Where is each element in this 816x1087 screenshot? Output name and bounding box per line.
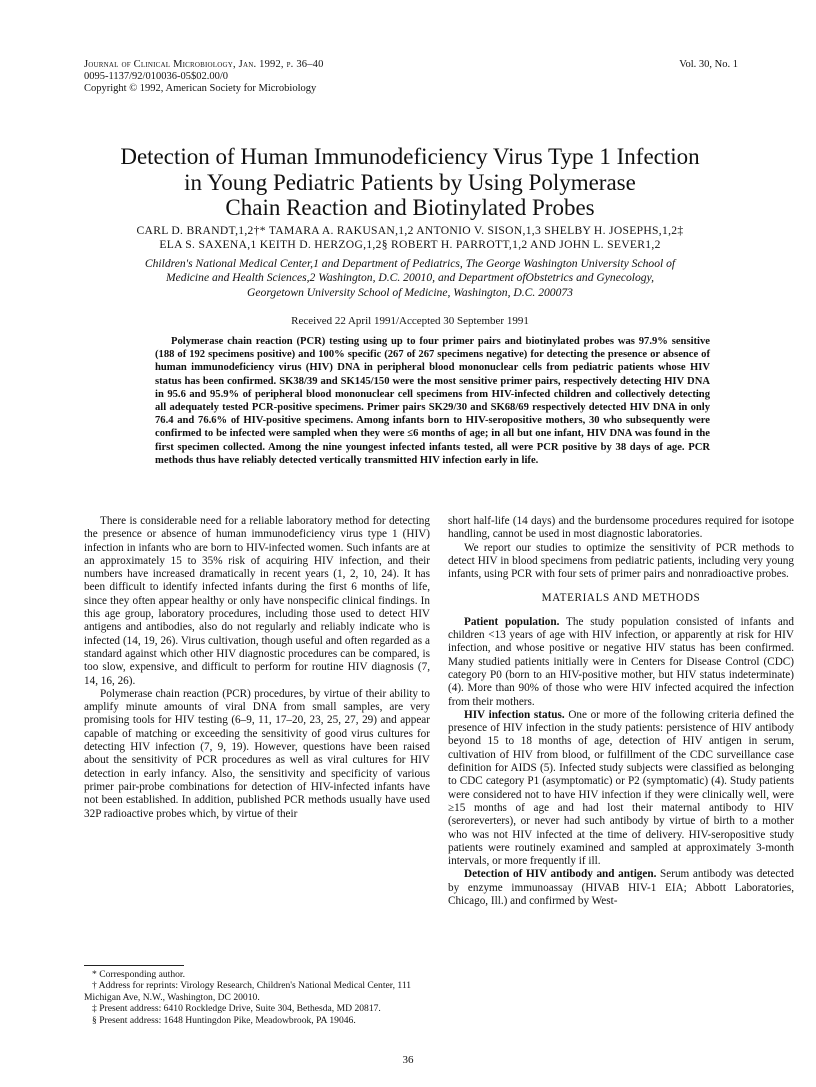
title-line: Chain Reaction and Biotinylated Probes xyxy=(225,195,595,220)
journal-citation: Journal of Clinical Microbiology, Jan. 1992, p. 36–40 xyxy=(84,59,324,70)
journal-header xyxy=(84,59,324,95)
copyright-line: Copyright © 1992, American Society for Microbiology xyxy=(84,83,317,94)
title-line: in Young Pediatric Patients by Using Polymerase xyxy=(184,169,636,195)
left-column xyxy=(84,515,430,821)
continued-paragraph: short half-life (14 days) and the burdensome procedures required for isotope handling, cannot be used in most diagnostic laboratories. xyxy=(448,515,794,541)
author-line: CARL D. BRANDT,1,2†* TAMARA A. RAKUSAN,1,2 ANTONIO V. SISON,1,3 SHELBY H. JOSEPHS,1,2‡ xyxy=(136,224,684,237)
footnote: * Corresponding author. xyxy=(92,969,185,980)
article-code: 0095-1137/92/010036-05$02.00/0 xyxy=(84,71,228,82)
page-number: 36 xyxy=(402,1054,414,1066)
affiliation-line: Georgetown University School of Medicine, Washington, D.C. 200073 xyxy=(247,285,573,299)
patient-population-paragraph xyxy=(448,616,794,709)
footnote: † Address for reprints: Virology Research, Children's National Medical Center, 111 Michigan Ave, N.W., Washington, DC 20010. xyxy=(84,980,412,1003)
author-list xyxy=(60,224,760,252)
footnote-rule xyxy=(84,965,184,966)
intro-paragraph-3: We report our studies to optimize the sensitivity of PCR methods to detect HIV in blood specimens from pediatric patients, including very young infants, using PCR with four sets of primer pairs and nonradioactive probes. xyxy=(448,541,794,581)
paragraph-text: The study population consisted of infants and children <13 years of age with HIV infection, or apparently at risk for HIV infection, and whose positive or negative HIV status has been confirmed. Many studied patients initially were in Centers for Disease Control (CDC) category P0 (born to an HIV-positive mother, but HIV status indeterminate) (4). More than 90% of those who were HIV infected acquired the infection from their mothers. xyxy=(448,615,794,708)
run-in-heading: HIV infection status. xyxy=(464,708,565,721)
volume-issue: Vol. 30, No. 1 xyxy=(679,59,738,70)
footnote: § Present address: 1648 Huntingdon Pike, Meadowbrook, PA 19046. xyxy=(92,1014,356,1026)
section-heading: MATERIALS AND METHODS xyxy=(541,592,701,605)
paragraph-text: One or more of the following criteria defined the presence of HIV infection in the study patients: persistence of HIV antibody beyond 15 to 18 months of age, detection of HIV antigen in serum, cultivation of HIV from blood, or fulfillment of the CDC surveillance case definition for AIDS (5). Infected study subjects were classified as belonging to CDC category P1 (asymptomatic) or P2 (symptomatic) (4). Study patients were considered not to have HIV infection if they were clinically well, were ≥15 months of age and had lost their maternal antibody to HIV (seroreverters), or never had such antibody by virtue of birth to a mother who was not HIV infected at the time of delivery. HIV-seropositive study patients were routinely examined and sampled at approximately 3-month intervals, or more frequently if ill. xyxy=(448,708,795,868)
article-title xyxy=(60,144,760,221)
footnotes xyxy=(84,969,430,1026)
antibody-paragraph xyxy=(448,868,794,908)
abstract xyxy=(155,335,710,467)
abstract-text: Polymerase chain reaction (PCR) testing using up to four primer pairs and biotinylated probes was 97.9% sensitive (188 of 192 specimens positive) and 100% specific (267 of 267 specimens negative) for detecting the presence or absence of human immunodeficiency virus (HIV) DNA in peripheral blood mononuclear cells from pediatric patients whose HIV status has been confirmed. SK38/39 and SK145/150 were the most sensitive primer pairs, respectively detecting HIV DNA in 95.6 and 95.9% of peripheral blood mononuclear cell specimens from HIV-infected children and collectively detecting all adequately tested PCR-positive specimens. Primer pairs SK29/30 and SK68/69 respectively detected HIV DNA in only 76.4 and 76.6% of HIV-positive specimens. Among infants born to HIV-seropositive mothers, 30 who subsequently were confirmed to be infected were sampled when they were ≤6 months of age; in all but one infant, HIV DNA was found in the first specimen collected. Among the nine youngest infected infants tested, all were PCR positive by 38 days of age. PCR methods thus have reliably detected vertically transmitted HIV infection early in life. xyxy=(155,336,710,466)
right-column xyxy=(448,515,794,908)
affiliation-line: Children's National Medical Center,1 and Department of Pediatrics, The George Washington University School of xyxy=(144,257,676,270)
affiliations xyxy=(60,257,760,300)
paragraph-text: Serum antibody was detected by enzyme immunoassay (HIVAB HIV-1 EIA; Abbott Laboratories, Chicago, Ill.) and confirmed by West- xyxy=(448,868,794,908)
received-dates: Received 22 April 1991/Accepted 30 September 1991 xyxy=(291,315,529,327)
author-line: ELA S. SAXENA,1 KEITH D. HERZOG,1,2§ ROBERT H. PARROTT,1,2 AND JOHN L. SEVER1,2 xyxy=(159,238,661,251)
title-line: Detection of Human Immunodeficiency Virus Type 1 Infection xyxy=(120,144,700,169)
intro-paragraph-1: There is considerable need for a reliable laboratory method for detecting the presence or absence of human immunodeficiency virus type 1 (HIV) infection in infants who are born to HIV-infected women. Such infants are at an approximately 15 to 35% risk of acquiring HIV infection, and their numbers have increased dramatically in recent years (1, 2, 10, 24). It has been difficult to identify infected infants during the first 6 months of life, since they often appear healthy or only have nonspecific clinical findings. In this age group, laboratory procedures, including those used to detect HIV antigens and antibodies, also do not regularly and reliably indicate who is infected (14, 19, 26). Virus cultivation, though useful and often regarded as a standard against which other HIV diagnostic procedures can be compared, is too slow, expensive, and difficult to perform for routine HIV diagnosis (7, 14, 16, 26). xyxy=(84,515,430,687)
infection-status-paragraph xyxy=(448,709,794,869)
run-in-heading: Patient population. xyxy=(464,615,560,628)
intro-paragraph-2: Polymerase chain reaction (PCR) procedures, by virtue of their ability to amplify minute amounts of viral DNA from small samples, are very promising tools for HIV testing (6–9, 11, 17–20, 23, 25, 27, 29) and appear capable of matching or exceeding the sensitivity of good virus cultures for detecting HIV infection (7, 9, 19). However, questions have been raised about the sensitivity of PCR procedures as well as viral cultures for HIV detection in early infancy. Also, the sensitivity and specificity of various primer pair-probe combinations for detection of HIV-infected infants have not been established. In addition, published PCR methods usually have used 32P radioactive probes which, by virtue of their xyxy=(84,687,430,820)
affiliation-line: Medicine and Health Sciences,2 Washington, D.C. 20010, and Department ofObstetrics and Gynecology, xyxy=(165,271,655,285)
footnote: ‡ Present address: 6410 Rockledge Drive, Suite 304, Bethesda, MD 20817. xyxy=(92,1003,381,1015)
run-in-heading: Detection of HIV antibody and antigen. xyxy=(464,868,657,881)
